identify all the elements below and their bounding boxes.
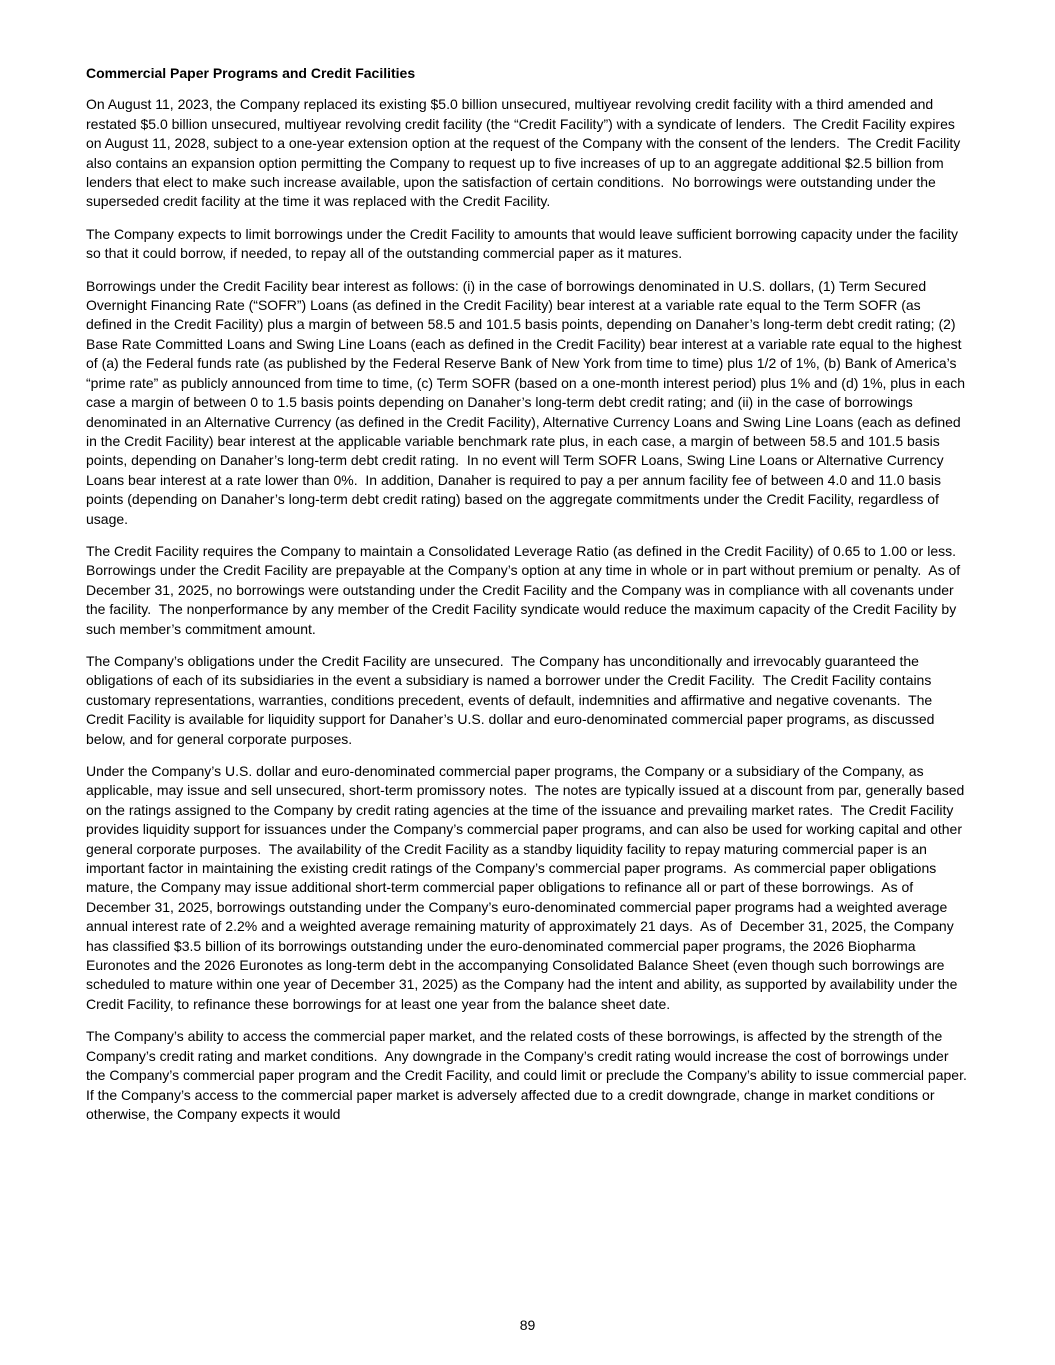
paragraph-leverage-ratio-covenants: The Credit Facility requires the Company to maintain a Consolidated Leverage Ratio (as defined in the Credit Facility) of 0.65 to 1.00 or less. Borrowings under the Credit Facility are prepayable at the Company’s option at any time in whole or in part without premium or penalty. As of December 31, 2025, no borrowings were outstanding under the Credit Facility and the Company was in compliance with all covenants under the facility. The nonperformance by any member of the Credit Facility syndicate would reduce the maximum capacity of the Credit Facility by such member’s commitment amount. bbox=[86, 542, 965, 637]
paragraph-market-access: The Company’s ability to access the commercial paper market, and the related costs of these borrowings, is affected by the strength of the Company’s credit rating and market conditions. Any downgrade in the Company’s credit rating would increase the cost of borrowings under the Company’s commercial paper program and the Credit Facility, and could limit or preclude the Company’s ability to issue commercial paper. If the Company’s access to the commercial paper market is adversely affected due to a credit downgrade, change in market conditions or otherwise, the Company expects it would bbox=[86, 1028, 975, 1122]
page-number: 89 bbox=[519, 1316, 536, 1333]
paragraph-credit-facility-replacement: On August 11, 2023, the Company replaced its existing $5.0 billion unsecured, multiyear revolving credit facility with a third amended and restated $5.0 billion unsecured, multiyear revolving credit facility (the “Credit Facility”) with a syndicate of lenders. The Credit Facility expires on August 11, 2028, subject to a one-year extension option at the request of the Company with the consent of the lenders. The Credit Facility also contains an expansion option permitting the Company to request up to five increases of up to an aggregate additional $2.5 billion from lenders that elect to make such increase available, upon the satisfaction of certain conditions. No borrowings were outstanding under the superseded credit facility at the time it was replaced with the Credit Facility. bbox=[86, 96, 965, 210]
paragraph-borrowing-limits: The Company expects to limit borrowings under the Credit Facility to amounts that would leave sufficient borrowing capacity under the facility so that it could borrow, if needed, to repay all of the outstanding commercial paper as it matures. bbox=[86, 225, 962, 262]
paragraph-interest-terms: Borrowings under the Credit Facility bear interest as follows: (i) in the case of borrowings denominated in U.S. dollars, (1) Term Secured Overnight Financing Rate (“SOFR”) Loans (as defined in the Credit Facility) bear interest at a variable rate equal to the Term SOFR (as defined in the Credit Facility) plus a margin of between 58.5 and 101.5 basis points, depending on Danaher’s long-term debt credit rating; (2) Base Rate Committed Loans and Swing Line Loans (each as defined in the Credit Facility) bear interest at a variable rate equal to the highest of (a) the Federal funds rate (as published by the Federal Reserve Bank of New York from time to time) plus 1/2 of 1%, (b) Bank of America’s “prime rate” as publicly announced from time to time, (c) Term SOFR (based on a one-month interest period) plus 1% and (d) 1%, plus in each case a margin of between 0 to 1.5 basis points depending on Danaher’s long-term debt credit rating; and (ii) in the case of borrowings denominated in an Alternative Currency (as defined in the Credit Facility), Alternative Currency Loans and Swing Line Loans (each as defined in the Credit Facility) bear interest at the applicable variable benchmark rate plus, in each case, a margin of between 58.5 and 101.5 basis points, depending on Danaher’s long-term debt credit rating. In no event will Term SOFR Loans, Swing Line Loans or Alternative Currency Loans bear interest at a rate lower than 0%. In addition, Danaher is required to pay a per annum facility fee of between 4.0 and 11.0 basis points (depending on Danaher’s long-term debt credit rating) based on the aggregate commitments under the Credit Facility, regardless of usage. bbox=[86, 277, 969, 527]
paragraph-obligations-unsecured: The Company’s obligations under the Credit Facility are unsecured. The Company has unconditionally and irrevocably guaranteed the obligations of each of its subsidiaries in the event a subsidiary is named a borrower under the Credit Facility. The Credit Facility contains customary representations, warranties, conditions precedent, events of default, indemnities and affirmative and negative covenants. The Credit Facility is available for liquidity support for Danaher’s U.S. dollar and euro-denominated commercial paper programs, as discussed below, and for general corporate purposes. bbox=[86, 652, 939, 747]
paragraph-commercial-paper-programs: Under the Company’s U.S. dollar and euro-denominated commercial paper programs, the Company or a subsidiary of the Company, as applicable, may issue and sell unsecured, short-term promissory notes. The notes are typically issued at a discount from par, generally based on the ratings assigned to the Company by credit rating agencies at the time of the issuance and prevailing market rates. The Credit Facility provides liquidity support for issuances under the Company’s commercial paper programs, and can also be used for working capital and other general corporate purposes. The availability of the Credit Facility as a standby liquidity facility to repay maturing commercial paper is an important factor in maintaining the existing credit ratings of the Company’s commercial paper programs. As commercial paper obligations mature, the Company may issue additional short-term commercial paper obligations to refinance all or part of these borrowings. As of December 31, 2025, borrowings outstanding under the Company’s euro-denominated commercial paper programs had a weighted average annual interest rate of 2.2% and a weighted average remaining maturity of approximately 21 days. As of December 31, 2025, the Company has classified $3.5 billion of its borrowings outstanding under the euro-denominated commercial paper programs, the 2026 Biopharma Euronotes and the 2026 Euronotes as long-term debt in the accompanying Consolidated Balance Sheet (even though such borrowings are scheduled to mature within one year of December 31, 2025) as the Company had the intent and ability, as supported by availability under the Credit Facility, to refinance these borrowings for at least one year from the balance sheet date. bbox=[86, 763, 969, 1012]
section-heading: Commercial Paper Programs and Credit Facilities bbox=[86, 65, 416, 81]
